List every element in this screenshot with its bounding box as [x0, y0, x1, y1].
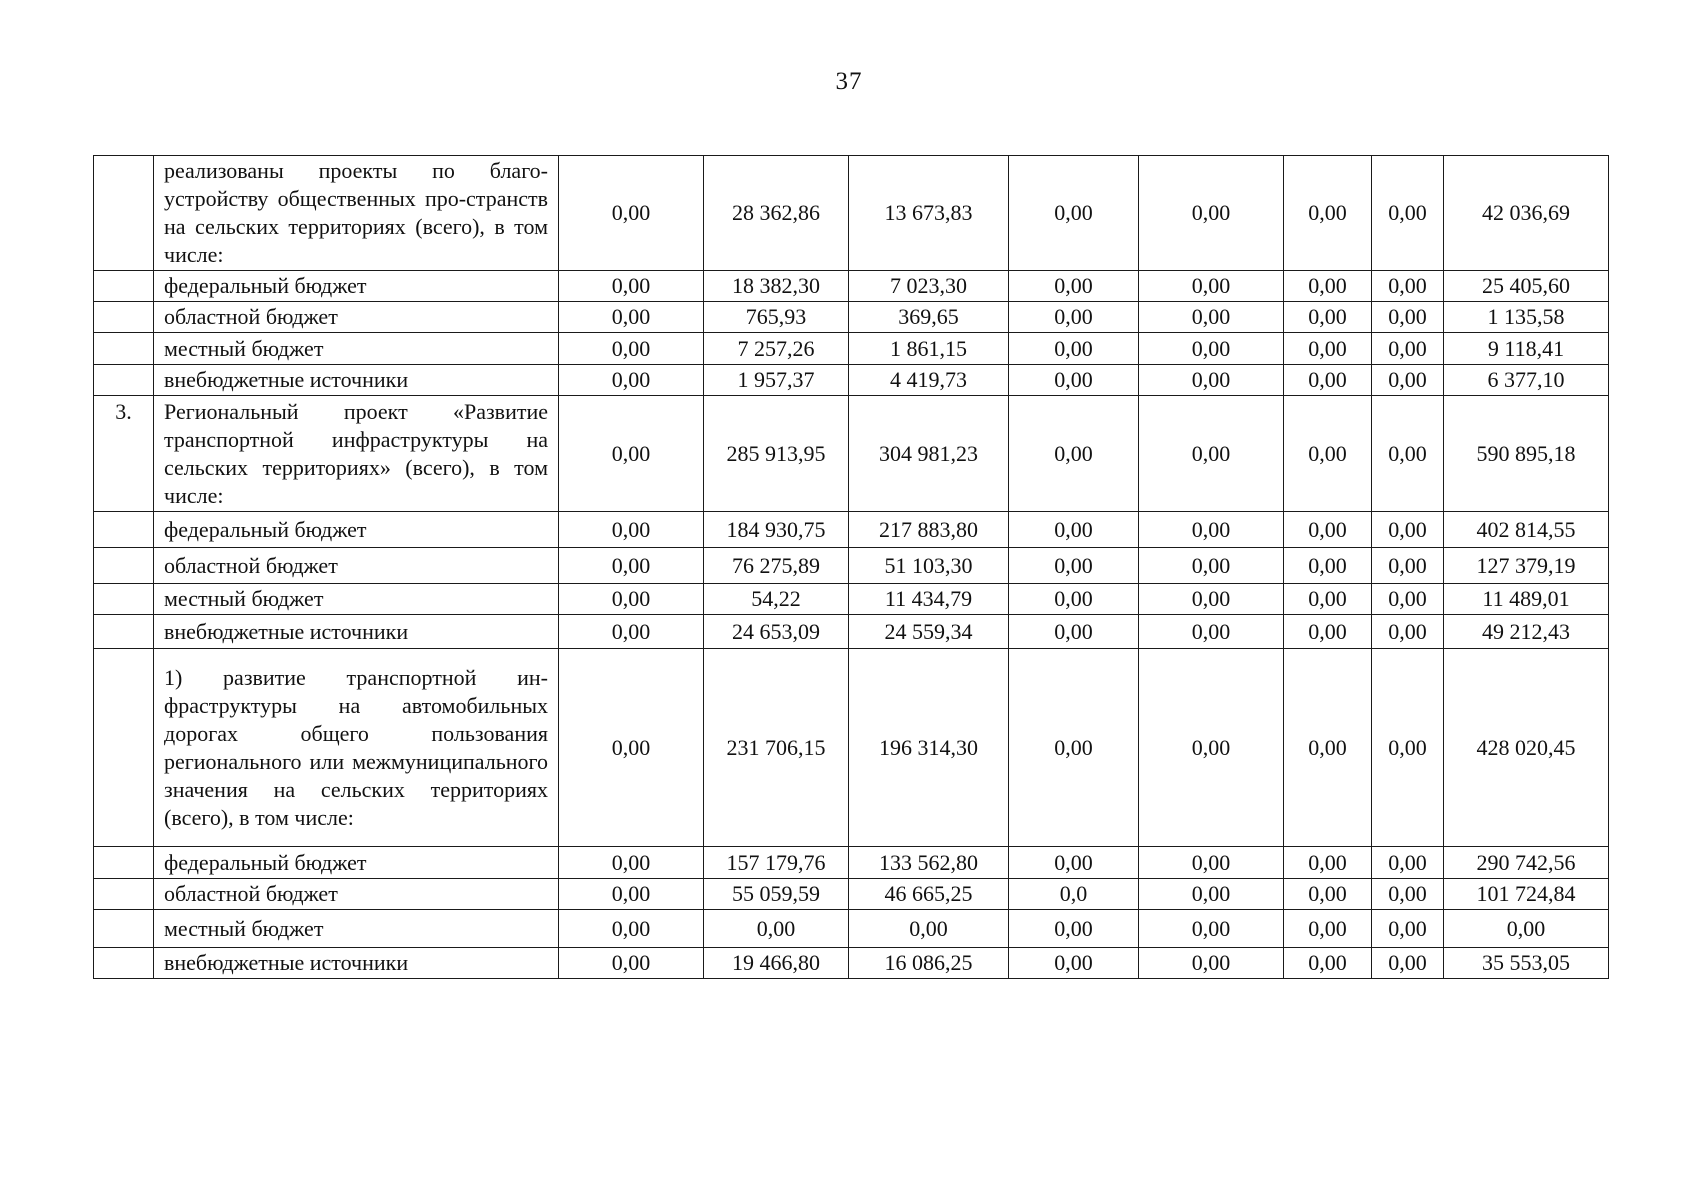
value-cell: 55 059,59: [704, 879, 849, 910]
value-cell: 54,22: [704, 584, 849, 615]
row-number-cell: [94, 548, 154, 584]
value-cell: 1 957,37: [704, 365, 849, 396]
row-label-cell: 1) развитие транспортной ин-фраструктуры на автомобильных дорогах общего пользования регионального или межмуниципального значения на сельских территориях (всего), в том числе:: [154, 649, 559, 847]
value-cell: 0,00: [1009, 847, 1139, 879]
table-row: [94, 302, 1609, 333]
value-cell: 290 742,56: [1444, 847, 1609, 879]
value-cell: 0,00: [1139, 302, 1284, 333]
value-cell: 24 559,34: [849, 615, 1009, 649]
row-label-cell: реализованы проекты по благо-устройству общественных про-странств на сельских территориях (всего), в том числе:: [154, 156, 559, 271]
value-cell: 217 883,80: [849, 512, 1009, 548]
value-cell: 0,00: [1372, 271, 1444, 302]
row-number-cell: [94, 302, 154, 333]
row-label-cell: федеральный бюджет: [154, 847, 559, 879]
value-cell: 0,00: [1009, 156, 1139, 271]
value-cell: 0,00: [1009, 948, 1139, 979]
value-cell: 0,00: [1372, 948, 1444, 979]
value-cell: 0,00: [1009, 333, 1139, 365]
value-cell: 0,00: [559, 948, 704, 979]
table-row: [94, 948, 1609, 979]
value-cell: 0,00: [1444, 910, 1609, 948]
value-cell: 0,00: [1284, 365, 1372, 396]
table-row: [94, 156, 1609, 271]
value-cell: 0,00: [849, 910, 1009, 948]
value-cell: 184 930,75: [704, 512, 849, 548]
value-cell: 0,00: [1284, 396, 1372, 512]
value-cell: 9 118,41: [1444, 333, 1609, 365]
value-cell: 0,00: [1139, 396, 1284, 512]
value-cell: 0,00: [559, 512, 704, 548]
value-cell: 0,00: [1139, 271, 1284, 302]
value-cell: 46 665,25: [849, 879, 1009, 910]
value-cell: 4 419,73: [849, 365, 1009, 396]
value-cell: 0,00: [1009, 271, 1139, 302]
value-cell: 0,00: [559, 615, 704, 649]
value-cell: 765,93: [704, 302, 849, 333]
value-cell: 0,00: [559, 879, 704, 910]
value-cell: 0,00: [1139, 548, 1284, 584]
value-cell: 0,00: [1009, 548, 1139, 584]
value-cell: 0,00: [1009, 584, 1139, 615]
value-cell: 0,00: [1139, 156, 1284, 271]
value-cell: 0,00: [559, 396, 704, 512]
table-row: [94, 879, 1609, 910]
value-cell: 0,00: [559, 910, 704, 948]
value-cell: 157 179,76: [704, 847, 849, 879]
page-number: 37: [835, 68, 863, 95]
value-cell: 6 377,10: [1444, 365, 1609, 396]
value-cell: 0,00: [1284, 879, 1372, 910]
table-row: [94, 548, 1609, 584]
value-cell: 304 981,23: [849, 396, 1009, 512]
value-cell: 0,00: [559, 649, 704, 847]
value-cell: 18 382,30: [704, 271, 849, 302]
row-number-cell: [94, 615, 154, 649]
value-cell: 0,00: [1284, 302, 1372, 333]
row-number-cell: [94, 948, 154, 979]
value-cell: 49 212,43: [1444, 615, 1609, 649]
value-cell: 0,00: [1372, 879, 1444, 910]
value-cell: 0,00: [1284, 649, 1372, 847]
value-cell: 0,00: [1372, 302, 1444, 333]
row-number-cell: [94, 584, 154, 615]
value-cell: 285 913,95: [704, 396, 849, 512]
row-number-cell: [94, 333, 154, 365]
value-cell: 0,00: [1284, 548, 1372, 584]
value-cell: 0,00: [1139, 333, 1284, 365]
value-cell: 0,00: [559, 548, 704, 584]
row-label-cell: Региональный проект «Развитие транспортной инфраструктуры на сельских территориях» (всего), в том числе:: [154, 396, 559, 512]
value-cell: 0,00: [1372, 365, 1444, 396]
value-cell: 0,00: [559, 847, 704, 879]
value-cell: 28 362,86: [704, 156, 849, 271]
value-cell: 0,00: [1009, 302, 1139, 333]
table-row: [94, 615, 1609, 649]
value-cell: 0,00: [1009, 512, 1139, 548]
row-label-cell: внебюджетные источники: [154, 948, 559, 979]
table-row: [94, 396, 1609, 512]
value-cell: 369,65: [849, 302, 1009, 333]
row-number-cell: [94, 847, 154, 879]
value-cell: 25 405,60: [1444, 271, 1609, 302]
row-label-cell: федеральный бюджет: [154, 512, 559, 548]
row-number-cell: [94, 365, 154, 396]
value-cell: 0,00: [1372, 584, 1444, 615]
value-cell: 0,00: [1139, 365, 1284, 396]
row-number-cell: [94, 879, 154, 910]
row-label-cell: внебюджетные источники: [154, 365, 559, 396]
row-number-cell: 3.: [94, 396, 154, 512]
value-cell: 0,00: [1284, 910, 1372, 948]
row-label-cell: федеральный бюджет: [154, 271, 559, 302]
value-cell: 0,00: [559, 365, 704, 396]
value-cell: 51 103,30: [849, 548, 1009, 584]
table-row: [94, 847, 1609, 879]
value-cell: 35 553,05: [1444, 948, 1609, 979]
value-cell: 0,00: [1009, 396, 1139, 512]
value-cell: 24 653,09: [704, 615, 849, 649]
row-label-cell: внебюджетные источники: [154, 615, 559, 649]
row-label-cell: областной бюджет: [154, 548, 559, 584]
table-row: [94, 333, 1609, 365]
value-cell: 13 673,83: [849, 156, 1009, 271]
table-row: [94, 584, 1609, 615]
row-label-cell: местный бюджет: [154, 910, 559, 948]
value-cell: 0,00: [1009, 615, 1139, 649]
value-cell: 0,00: [1139, 512, 1284, 548]
value-cell: 7 257,26: [704, 333, 849, 365]
value-cell: 590 895,18: [1444, 396, 1609, 512]
value-cell: 0,00: [1372, 333, 1444, 365]
value-cell: 76 275,89: [704, 548, 849, 584]
value-cell: 231 706,15: [704, 649, 849, 847]
value-cell: 0,00: [704, 910, 849, 948]
table-row: [94, 512, 1609, 548]
value-cell: 0,00: [1284, 847, 1372, 879]
value-cell: 0,00: [1139, 879, 1284, 910]
value-cell: 0,00: [1372, 512, 1444, 548]
value-cell: 0,00: [559, 584, 704, 615]
value-cell: 42 036,69: [1444, 156, 1609, 271]
table-row: [94, 271, 1609, 302]
value-cell: 402 814,55: [1444, 512, 1609, 548]
row-label-cell: местный бюджет: [154, 333, 559, 365]
value-cell: 127 379,19: [1444, 548, 1609, 584]
value-cell: 0,00: [1139, 649, 1284, 847]
value-cell: 19 466,80: [704, 948, 849, 979]
row-number-cell: [94, 271, 154, 302]
value-cell: 0,00: [1139, 948, 1284, 979]
row-label-cell: местный бюджет: [154, 584, 559, 615]
row-number-cell: [94, 156, 154, 271]
value-cell: 0,00: [1009, 910, 1139, 948]
table-row: [94, 649, 1609, 847]
value-cell: 0,00: [1284, 584, 1372, 615]
value-cell: 0,00: [559, 302, 704, 333]
value-cell: 0,00: [1139, 847, 1284, 879]
value-cell: 428 020,45: [1444, 649, 1609, 847]
value-cell: 16 086,25: [849, 948, 1009, 979]
row-number-cell: [94, 512, 154, 548]
value-cell: 0,00: [1372, 847, 1444, 879]
value-cell: 133 562,80: [849, 847, 1009, 879]
budget-table: [93, 155, 1609, 979]
value-cell: 0,00: [559, 271, 704, 302]
value-cell: 0,00: [1372, 649, 1444, 847]
row-number-cell: [94, 649, 154, 847]
value-cell: 0,00: [1372, 910, 1444, 948]
value-cell: 1 135,58: [1444, 302, 1609, 333]
value-cell: 11 434,79: [849, 584, 1009, 615]
value-cell: 1 861,15: [849, 333, 1009, 365]
value-cell: 0,00: [1139, 584, 1284, 615]
value-cell: 0,0: [1009, 879, 1139, 910]
value-cell: 0,00: [1139, 910, 1284, 948]
row-label-cell: областной бюджет: [154, 879, 559, 910]
table-body: [94, 156, 1609, 979]
value-cell: 0,00: [1284, 333, 1372, 365]
value-cell: 0,00: [1009, 365, 1139, 396]
table-row: [94, 910, 1609, 948]
value-cell: 0,00: [1372, 615, 1444, 649]
row-number-cell: [94, 910, 154, 948]
value-cell: 11 489,01: [1444, 584, 1609, 615]
table-row: [94, 365, 1609, 396]
value-cell: 0,00: [1284, 156, 1372, 271]
value-cell: 0,00: [1284, 271, 1372, 302]
value-cell: 0,00: [1009, 649, 1139, 847]
value-cell: 0,00: [1284, 512, 1372, 548]
value-cell: 0,00: [1284, 948, 1372, 979]
value-cell: 101 724,84: [1444, 879, 1609, 910]
row-label-cell: областной бюджет: [154, 302, 559, 333]
value-cell: 7 023,30: [849, 271, 1009, 302]
value-cell: 0,00: [1139, 615, 1284, 649]
value-cell: 0,00: [1372, 156, 1444, 271]
value-cell: 0,00: [559, 156, 704, 271]
value-cell: 0,00: [559, 333, 704, 365]
value-cell: 0,00: [1372, 548, 1444, 584]
value-cell: 196 314,30: [849, 649, 1009, 847]
value-cell: 0,00: [1372, 396, 1444, 512]
value-cell: 0,00: [1284, 615, 1372, 649]
